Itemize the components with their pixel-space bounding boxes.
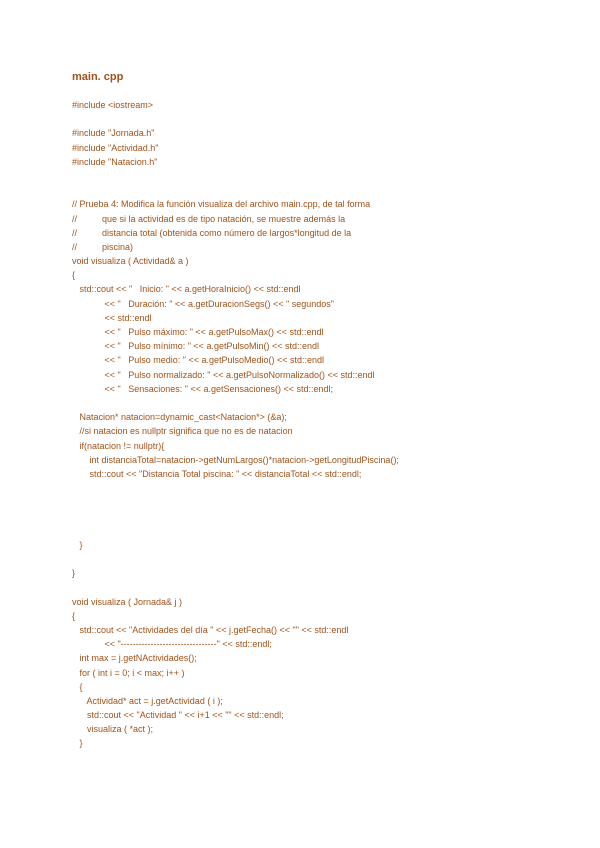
code-line: #include "Jornada.h" — [72, 128, 155, 139]
code-line: // Prueba 4: Modifica la función visualiza del archivo main.cpp, de tal forma — [72, 199, 371, 210]
code-line: << " Pulso máximo: " << a.getPulsoMax() << std::endl — [72, 327, 324, 337]
code-line: } — [72, 568, 76, 579]
code-line — [72, 552, 399, 566]
code-line — [72, 112, 399, 126]
code-line: std::cout << "Actividad " << i+1 << "" << std::endl; — [72, 710, 284, 721]
code-line: { — [72, 270, 76, 281]
code-line: int distanciaTotal=natacion->getNumLargos()*natacion->getLongitudPiscina(); — [72, 454, 399, 465]
code-line: void visualiza ( Actividad& a ) — [72, 256, 189, 267]
code-line — [72, 495, 399, 509]
code-line: // piscina) — [72, 241, 134, 252]
code-line: std::cout << "Distancia Total piscina: " << distanciaTotal << std::endl; — [72, 468, 362, 479]
code-line: if(natacion != nullptr){ — [72, 440, 165, 451]
code-line: int max = j.getNActividades(); — [72, 653, 197, 664]
code-line: << " Duración: " << a.getDuracionSegs() << " segundos" — [72, 298, 334, 309]
code-line: << " Pulso mínimo: " << a.getPulsoMin() << std::endl — [72, 341, 320, 352]
code-line: #include "Natacion.h" — [72, 156, 158, 167]
file-title: main. cpp — [72, 71, 124, 83]
code-line: } — [72, 738, 83, 749]
code-line — [72, 524, 399, 538]
code-block — [72, 98, 399, 751]
code-line: #include "Actividad.h" — [72, 142, 159, 153]
code-line: { — [72, 610, 76, 621]
code-line: << std::endl — [72, 312, 152, 323]
code-line: << " Pulso medio: " << a.getPulsoMedio() << std::endl — [72, 355, 325, 366]
code-line — [72, 509, 399, 523]
code-line: std::cout << "Actividades del día " << j.getFecha() << "" << std::endl — [72, 624, 349, 635]
code-line: { — [72, 681, 83, 692]
code-line: //si natacion es nullptr significa que no es de natacion — [72, 426, 293, 437]
code-line — [72, 580, 399, 594]
code-line: << "--------------------------------" << std::endl; — [72, 639, 272, 650]
code-line: #include <iostream> — [72, 100, 154, 110]
code-line: << " Sensaciones: " << a.getSensaciones() << std::endl; — [72, 383, 334, 394]
code-line: Natacion* natacion=dynamic_cast<Natacion*> (&a); — [72, 412, 287, 423]
code-line: // que si la actividad es de tipo natación, se muestre además la — [72, 213, 346, 224]
code-line — [72, 183, 399, 197]
code-line — [72, 396, 399, 410]
code-line — [72, 169, 399, 183]
code-line: for ( int i = 0; i < max; i++ ) — [72, 667, 185, 678]
code-line: // distancia total (obtenida como número de largos*longitud de la — [72, 227, 352, 238]
code-line: << " Pulso normalizado: " << a.getPulsoNormalizado() << std::endl — [72, 369, 375, 380]
code-line: visualiza ( *act ); — [72, 724, 154, 735]
code-line — [72, 481, 399, 495]
code-line: void visualiza ( Jornada& j ) — [72, 596, 183, 607]
code-line: std::cout << " Inicio: " << a.getHoraInicio() << std::endl — [72, 284, 301, 295]
code-line: Actividad* act = j.getActividad ( i ); — [72, 695, 223, 706]
code-line: } — [72, 539, 83, 550]
